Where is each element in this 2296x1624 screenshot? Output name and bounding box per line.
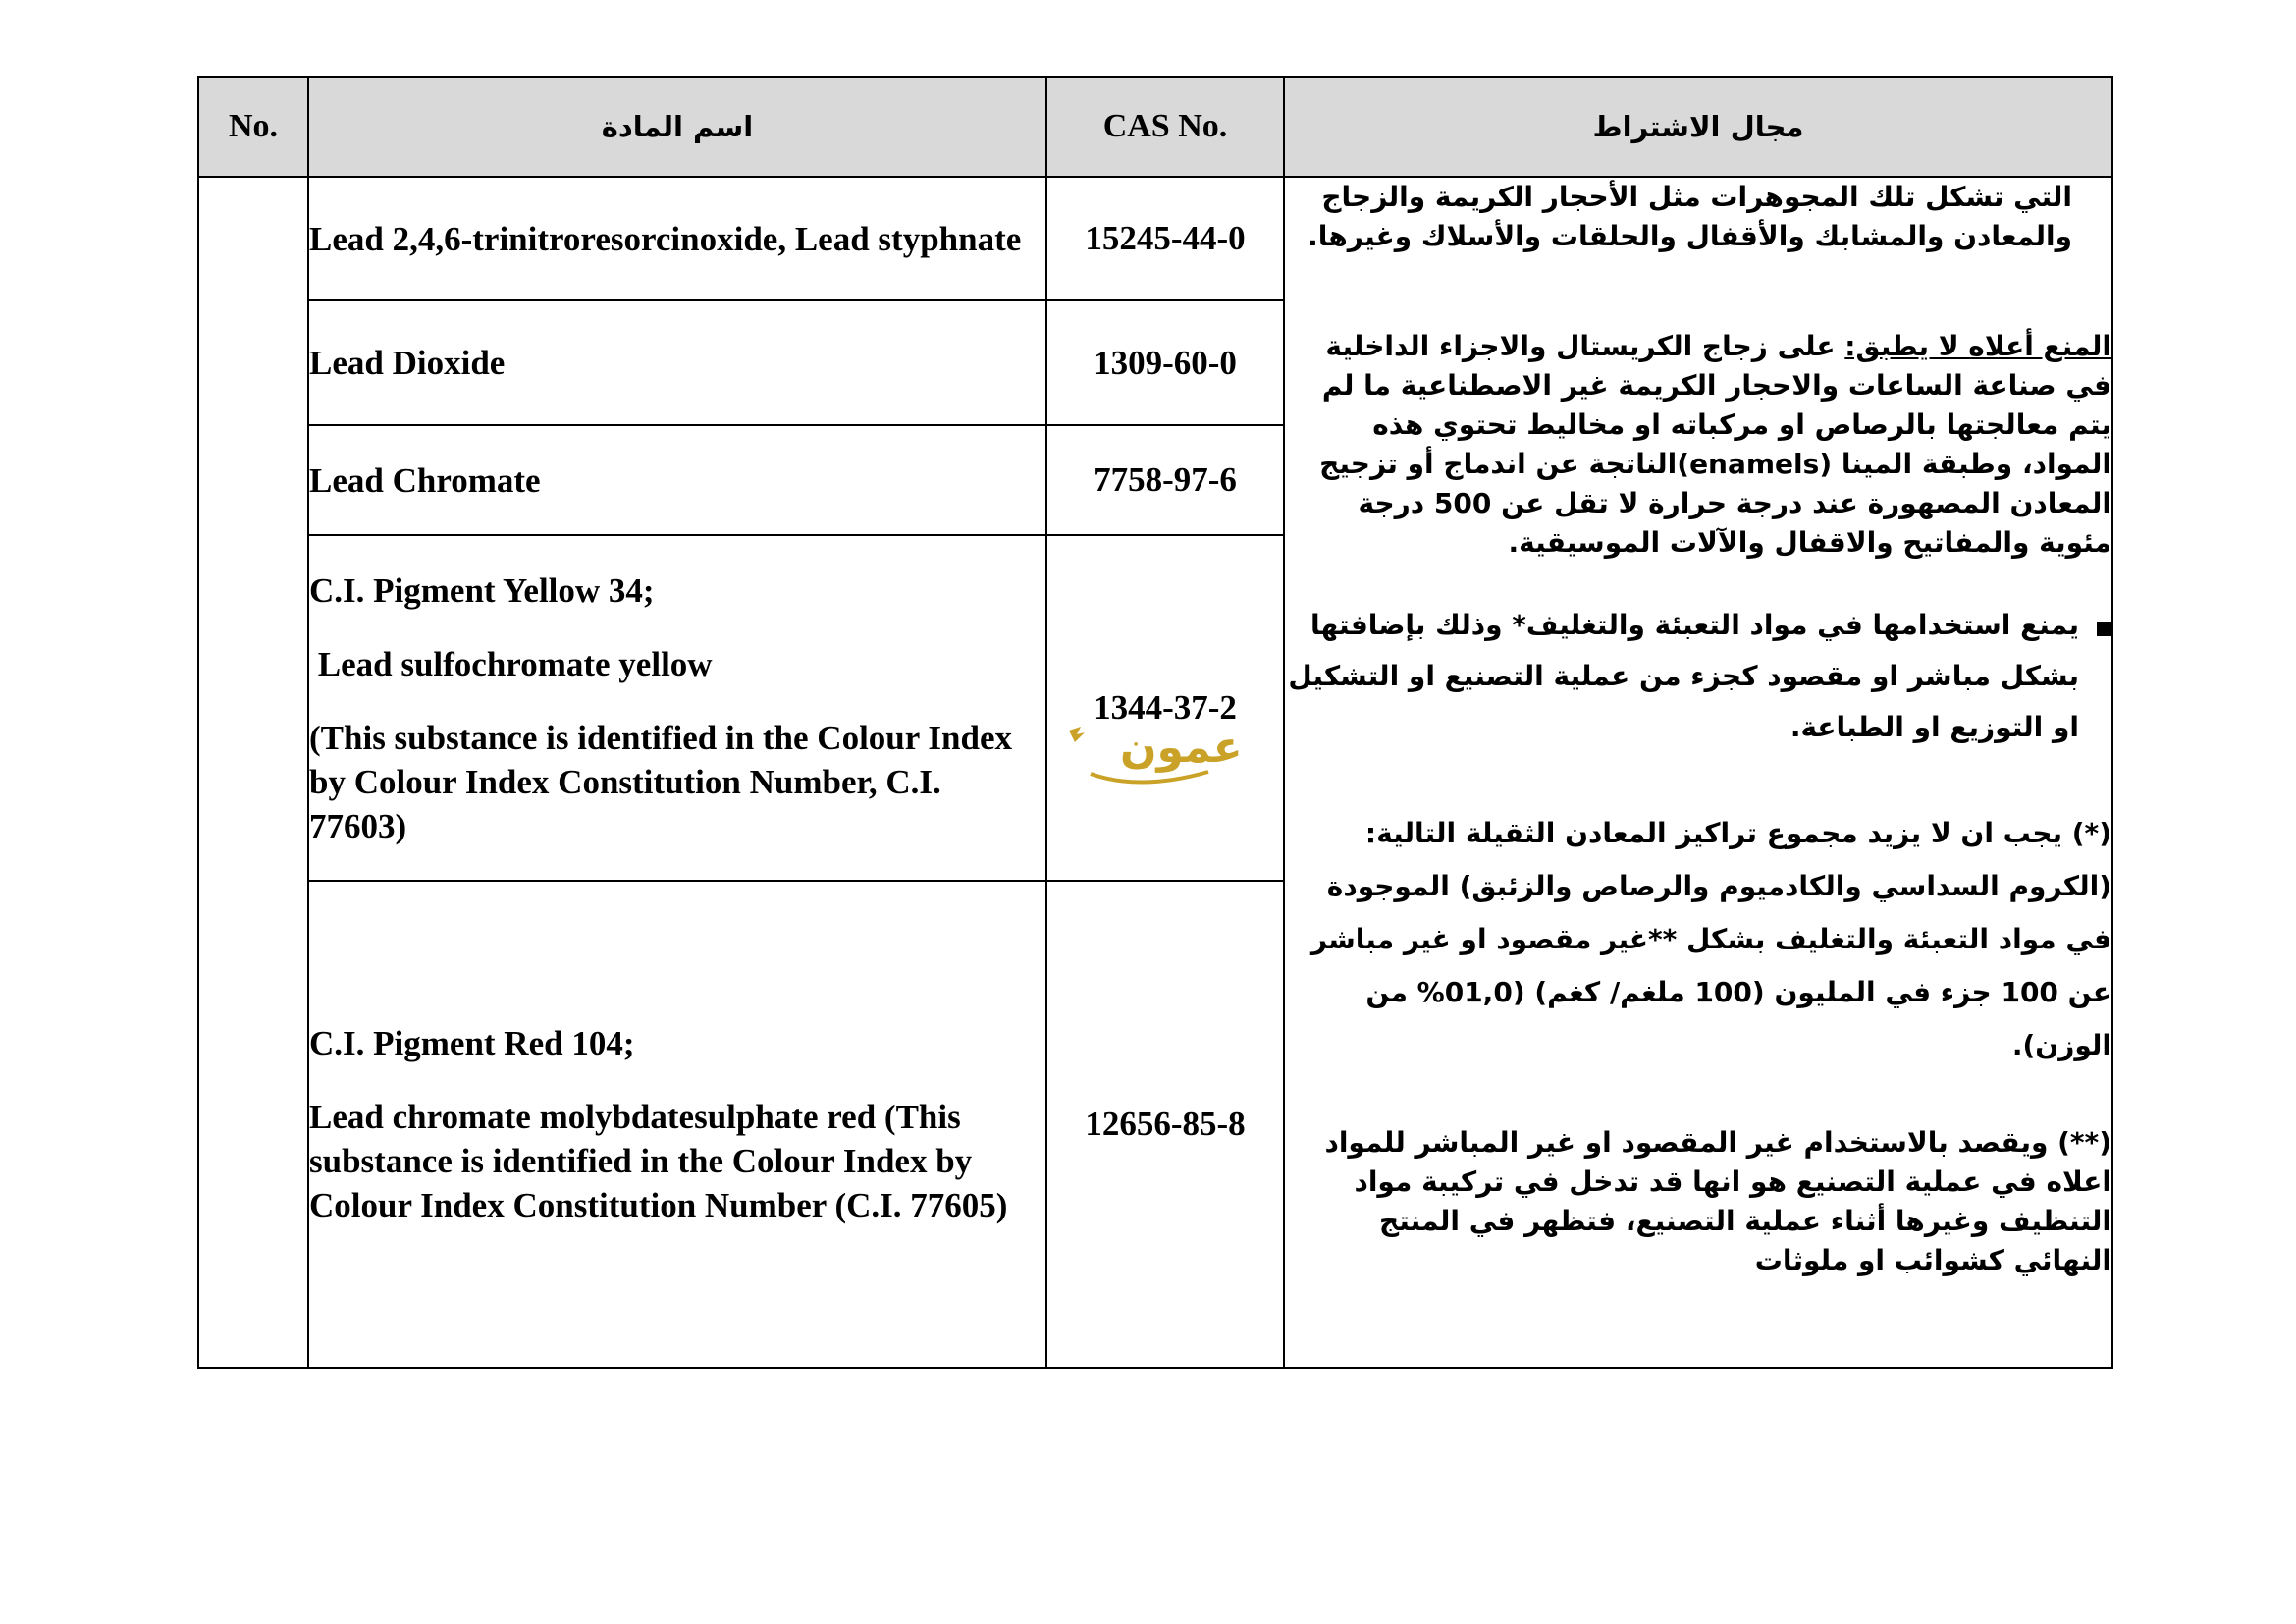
no-cell: [198, 177, 308, 1368]
substance-name: Lead Chromate: [309, 460, 541, 500]
substances-table: [197, 76, 2113, 1369]
substance-name-cell: [308, 177, 1046, 300]
exception-label: المنع أعلاه لا يطبق:: [1844, 330, 2111, 362]
packaging-ban-text: يمنع استخدامها في مواد التعبئة والتغليف* وذلك بإضافتها بشكل مباشر او مقصود كجزء من عملية التصنيع او التشكيل او التوزيع او الطباعة.: [1288, 609, 2079, 743]
substance-name-cell: [308, 425, 1046, 535]
square-bullet-icon: [2097, 622, 2111, 636]
substance-name: C.I. Pigment Red 104;: [309, 1024, 635, 1062]
table-row: [198, 177, 2112, 300]
condition-exception: [1285, 327, 2111, 563]
watermark-text: عمون: [1120, 723, 1243, 773]
substance-synonym: Lead sulfochromate yellow: [309, 644, 713, 683]
packaging-ban-item: [1285, 600, 2111, 753]
cas-number: 7758-97-6: [1046, 425, 1284, 535]
table-header-row: [198, 77, 2112, 177]
cas-number: 12656-85-8: [1046, 881, 1284, 1368]
condition-cell: [1284, 177, 2112, 1368]
substance-name: Lead Dioxide: [309, 344, 506, 382]
substance-name: C.I. Pigment Yellow 34;: [309, 570, 655, 610]
condition-intro-text: التي تشكل تلك المجوهرات مثل الأحجار الكريمة والزجاج والمعادن والمشابك والأقفال والحلقات والأسلاك وغيرها.: [1308, 181, 2072, 252]
header-substance-name: اسم المادة: [308, 77, 1046, 177]
ammon-watermark-logo: [1061, 723, 1257, 801]
substance-name-cell: [308, 535, 1046, 881]
substance-note: (This substance is identified in the Colour Index by Colour Index Constitution Number, C.I. 77603): [309, 718, 1013, 845]
exception-text: على زجاج الكريستال والاجزاء الداخلية في صناعة الساعات والاحجار الكريمة غير الاصطناعية ما لم يتم معالجتها بالرصاص او مركباته او مخاليط تحتوي هذه المواد، وطبقة المينا (enamels)الناتجة عن اندماج أو تزجيج المعادن المصهورة عند درجة حرارة لا تقل عن 500 درجة مئوية والمفاتيح والاقفال والآلات الموسيقية.: [1319, 330, 2111, 559]
footnote-single-star: (*) يجب ان لا يزيد مجموع تراكيز المعادن الثقيلة التالية: (الكروم السداسي والكادميوم والرصاص والزئبق) الموجودة في مواد التعبئة والتغليف بشكل **غير مقصود او غير مباشر عن 100 جزء في المليون (100 ملغم/ كغم) (01,0% من الوزن).: [1310, 817, 2111, 1061]
substance-name-cell: [308, 881, 1046, 1368]
substance-name-cell: [308, 300, 1046, 425]
cas-number: 1344-37-2: [1094, 688, 1237, 727]
header-no: No.: [198, 77, 308, 177]
footnote-double-star: (**) ويقصد بالاستخدام غير المقصود او غير المباشر للمواد اعلاه في عملية التصنيع هو انها قد تدخل في تركيبة مواد التنظيف وغيرها أثناء عملية التصنيع، فتظهر في المنتج النهائي كشوائب او ملوثات: [1324, 1126, 2111, 1276]
cas-number: 15245-44-0: [1046, 177, 1284, 300]
substance-note: Lead chromate molybdatesulphate red (This substance is identified in the Colour Index by Colour Index Constitution Number (C.I. 77605): [309, 1098, 1008, 1224]
header-cas-no: CAS No.: [1046, 77, 1284, 177]
header-condition-scope: مجال الاشتراط: [1284, 77, 2112, 177]
cas-number: 1309-60-0: [1046, 300, 1284, 425]
cas-cell-with-watermark: [1046, 535, 1284, 881]
substance-name: Lead 2,4,6-trinitroresorcinoxide, Lead styphnate: [309, 219, 1022, 258]
